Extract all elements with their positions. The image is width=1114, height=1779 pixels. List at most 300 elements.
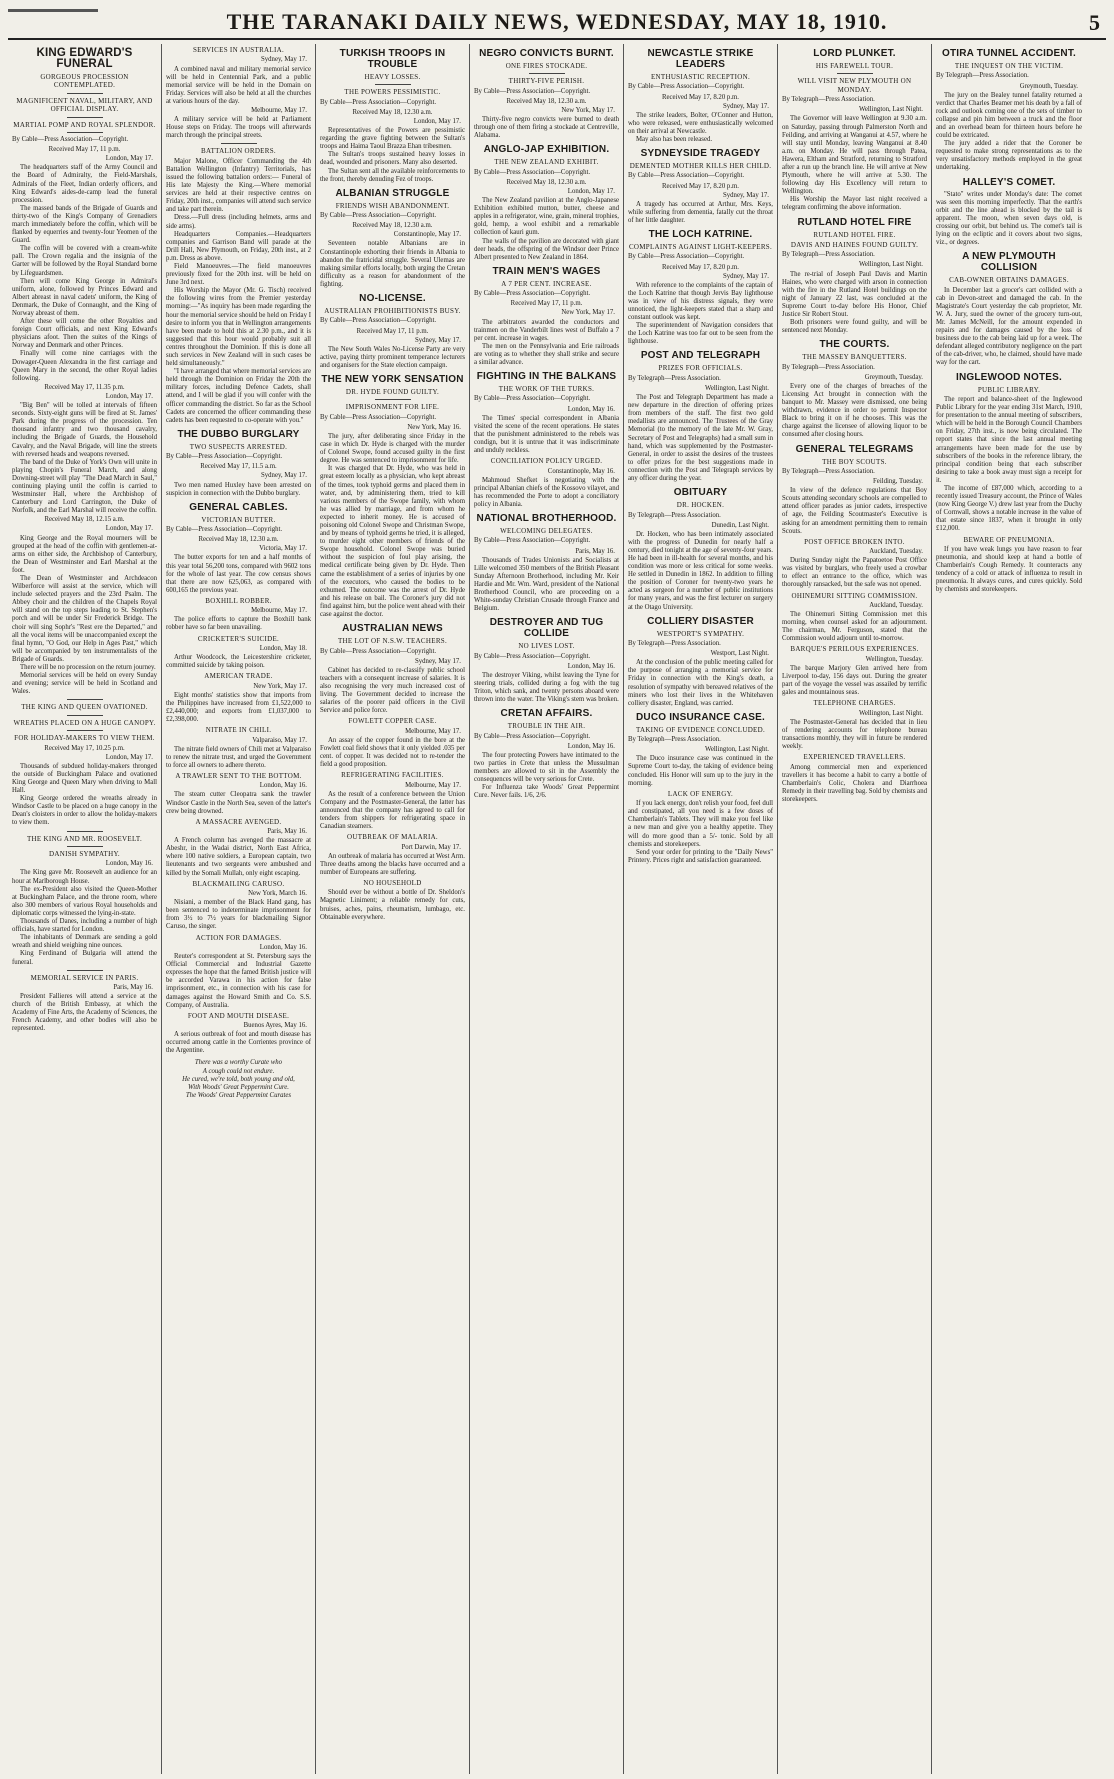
dateline: Melbourne, May 17.	[405, 781, 461, 789]
paragraph: Eight months' statistics show that imports from the Philippines have increased from £1,522,000 to £2,440,000; and exports from £1,037,000 to £2,398,000.	[166, 691, 311, 724]
subhead: A MASSACRE AVENGED.	[195, 817, 282, 826]
headline: OBITUARY	[673, 487, 728, 499]
dateline: New York, May 17.	[561, 107, 615, 114]
dateline: London, May 16.	[567, 405, 615, 413]
paragraph: The walls of the pavilion are decorated with giant deer heads, the offspring of the Windsor deer Prince Albert presented to New Zealand in 1864.	[474, 237, 619, 261]
dateline: Wellington, Last Night.	[704, 746, 769, 754]
ad-line: With Woods' Great Peppermint Cure.	[188, 1083, 289, 1091]
dateline: London, May 16.	[259, 943, 307, 951]
subhead: A 7 PER CENT. INCREASE.	[501, 279, 592, 288]
paragraph: Arthur Woodcock, the Leicestershire cricketer, committed suicide by taking poison.	[166, 654, 311, 670]
headline: AUSTRALIAN NEWS	[342, 623, 443, 635]
byline: By Telegraph—Press Association.	[628, 640, 721, 648]
paragraph: Among commercial men and experienced travellers it has become a habit to carry a bottle of Chamberlain's Colic, Cholera and Diarrhoea Remedy in their travelling bag. Sold by chemists and storekeepers.	[782, 763, 927, 803]
paragraph: Major Malone, Officer Commanding the 4th Battalion Wellington (Infantry) Territorials, has issued the following battalion orders:— Funeral of His late Majesty the King.—Where memorial services are held at their respective centres on Friday, 20th inst., companies will attend such service and take part therein.	[166, 157, 311, 214]
headline: HALLEY'S COMET.	[962, 176, 1056, 188]
headline: THE NEW YORK SENSATION	[321, 373, 464, 385]
divider	[375, 399, 411, 400]
subhead: DR. HOCKEN.	[676, 501, 725, 510]
divider	[67, 846, 103, 847]
subhead: TWO SUSPECTS ARRESTED.	[189, 442, 288, 451]
subhead: THIRTY-FIVE PERISH.	[508, 77, 585, 86]
subhead: AMERICAN TRADE.	[204, 672, 273, 681]
divider	[221, 143, 257, 144]
received-line: Received May 17, 8.20 p.m.	[661, 93, 740, 101]
headline: DESTROYER AND TUG COLLIDE	[489, 617, 604, 640]
dateline: London, May 18.	[259, 644, 307, 652]
headline: RUTLAND HOTEL FIRE	[797, 216, 912, 228]
subhead: CONCILIATION POLICY URGED.	[490, 457, 603, 466]
paragraph: An assay of the copper found in the bore at the Fowlett coal field shows that it only yielded .035 per cent. of copper. It was decided not to re-tender the field a good proposition.	[320, 736, 465, 769]
headline: TRAIN MEN'S WAGES	[492, 265, 601, 277]
paragraph: If you have weak lungs you have reason to fear pneumonia, and should keep at hand a bottle of Chamberlain's Cough Remedy. It counteracts any tendency of a cold or attack of influenza to result in pneumonia. It always cures, and cures quickly. Sold by chemists and storekeepers.	[936, 545, 1082, 594]
subhead: THE KING AND QUEEN OVATIONED.	[21, 703, 148, 712]
paragraph: With reference to the complaints of the captain of the Loch Katrine that though Jervis Bay lighthouse was in view of his distress signals, they were unnoticed, the light-keepers stated that a sharp and constant outlook was kept.	[628, 281, 773, 322]
dateline: Constantinople, May 17.	[393, 231, 461, 239]
subhead: WREATHS PLACED ON A HUGE CANOPY.	[13, 718, 156, 727]
subhead: FOOT AND MOUTH DISEASE.	[187, 1011, 290, 1020]
dateline: London, May 16.	[567, 742, 615, 750]
ad-line: A cough could not endure.	[202, 1067, 275, 1075]
headline: CRETAN AFFAIRS.	[500, 708, 593, 720]
dateline: London, May 16.	[259, 782, 307, 790]
received-line: Received May 17, 11 p.m.	[510, 300, 583, 308]
byline: By Telegraph—Press Association.	[782, 251, 875, 259]
paragraph: The headquarters staff of the Army Council and the Board of Admiralty, the Field-Marshals, Admirals of the Fleet, Indian orderly officers, and King Edward's aides-de-camp lead the funeral procession.	[12, 164, 157, 204]
paragraph: The Duco insurance case was continued in the Supreme Court to-day, the taking of evidence being concluded. His Honor will sum up to the jury in the morning.	[628, 755, 773, 787]
dateline: New York, May 17.	[253, 682, 307, 690]
subhead: HIS FAREWELL TOUR.	[815, 62, 894, 70]
headline: GENERAL CABLES.	[189, 501, 288, 513]
paragraph: For Influenza take Woods' Great Peppermint Cure. Never fails. 1/6, 2/6.	[474, 784, 619, 800]
subhead: DANISH SYMPATHY.	[49, 849, 120, 858]
dateline: Paris, May 16.	[575, 547, 615, 555]
subhead: DEMENTED MOTHER KILLS HER CHILD.	[629, 162, 772, 171]
dateline: Wellington, Last Night.	[858, 709, 923, 717]
headline: THE LOCH KATRINE.	[648, 229, 753, 241]
paragraph: The jury on the Bealey tunnel fatality returned a verdict that Charles Beamer met his death by a fall of rock and outlook coming one of the sets of timber to collapse and pin him between a truck and the floor and an overhead beam for thirteen hours before he could be extricated.	[936, 91, 1082, 140]
dateline: New York, March 16.	[248, 890, 307, 898]
paragraph: Memorial services will be held on every Sunday and evening; service will be held in Scotland and Wales.	[12, 672, 157, 696]
subhead: RUTLAND HOTEL FIRE.	[813, 230, 896, 239]
subhead: BOXHILL ROBBER.	[205, 596, 272, 605]
masthead-title: THE TARANAKI DAILY NEWS, WEDNESDAY, MAY 18, 1910.	[226, 9, 888, 34]
dateline: Melbourne, May 17.	[405, 727, 461, 735]
headline: DUCO INSURANCE CASE.	[635, 711, 765, 723]
dateline: London, May 16.	[105, 860, 153, 868]
paragraph: Representatives of the Powers are pessimistic regarding the grave fighting between the Sultan's troops and Haima Taoul Brazza Ehan tribesmen.	[320, 127, 465, 151]
paragraph: Nisiani, a member of the Black Hand gang, has been sentenced to indeterminate imprisonment for from 3½ to 7½ years for blackmailing Signor Caruso, the singer.	[166, 899, 311, 931]
byline: By Cable—Press Association—Copyright.	[474, 87, 591, 95]
column-4	[470, 44, 624, 1774]
byline: By Cable—Press Association—Copyright.	[474, 732, 591, 740]
byline: By Telegraph—Press Association.	[782, 363, 875, 371]
subhead: DAVIS AND HAINES FOUND GUILTY.	[790, 240, 919, 249]
paragraph: The destroyer Viking, whilst leaving the Tyne for steering trials, collided during a fog with the tug Triton, which sank, and twenty persons aboard were thrown into the water. The Viking's stem was broken.	[474, 671, 619, 704]
paragraph: The jury, after deliberating since Friday in the case in which Dr. Hyde is charged with the murder of Colonel Swope, found accused guilty in the first degree. He was sentenced to imprisonment for life.	[320, 432, 465, 465]
column-3	[316, 44, 470, 1774]
columns	[8, 44, 1106, 1774]
dateline: Sydney, May 17.	[414, 657, 461, 665]
paragraph: Cabinet has decided to re-classify public school teachers with a consequent increase of salaries. It is also recognising the very much increased cost of living. The Government decided to increase the salaries of the poorer paid officers in the Civil Service and police force.	[320, 666, 465, 715]
subhead: WELCOMING DELEGATES.	[500, 527, 593, 535]
column-5	[624, 44, 778, 1774]
subhead: GORGEOUS PROCESSION CONTEMPLATED.	[40, 73, 129, 90]
subhead: OUTBREAK OF MALARIA.	[347, 833, 438, 842]
dateline: Paris, May 16.	[267, 828, 307, 836]
headline: ANGLO-JAP EXHIBITION.	[483, 144, 610, 156]
subhead: REFRIGERATING FACILITIES.	[341, 771, 444, 780]
subhead: BATTALION ORDERS.	[201, 147, 276, 156]
subhead: NO LIVES LOST.	[518, 642, 575, 651]
dateline: Sydney, May 17.	[722, 272, 769, 280]
byline: By Cable—Press Association—Copyright.	[628, 253, 745, 261]
dateline: Sydney, May 17.	[414, 336, 461, 344]
received-line: Received May 18, 12.30 a.m.	[352, 108, 433, 116]
divider	[529, 73, 565, 74]
paragraph: The strike leaders, Bolter, O'Conner and Hutton, who were released, were enthusiastically welcomed on their arrival at Newcastle.	[628, 111, 773, 135]
paragraph: The police efforts to capture the Boxhill bank robber have so far been unavailing.	[166, 616, 311, 632]
subhead: EXPERIENCED TRAVELLERS.	[803, 753, 906, 762]
paragraph: A tragedy has occurred at Arthur, Mrs. Keys, while suffering from dementia, fatally cut the throat of her little daughter.	[628, 200, 773, 224]
paragraph: President Fallieres will attend a service at the church of the British Embassy, at which the Academy of Fine Arts, the Academy of Sciences, the French Academy, and other bodies will also be represented.	[12, 993, 157, 1033]
paragraph: The arbitrators awarded the conductors and trainmen on the Vanderbilt lines west of Buffalo a 7 per cent. increase in wages.	[474, 318, 619, 342]
headline: NATIONAL BROTHERHOOD.	[476, 513, 617, 524]
headline: GENERAL TELEGRAMS	[795, 443, 914, 455]
dateline: Sydney, May 17.	[260, 56, 307, 64]
subhead: THE BOY SCOUTS.	[822, 457, 887, 466]
dateline: Feilding, Tuesday.	[873, 478, 923, 486]
headline: SYDNEYSIDE TRAGEDY	[640, 148, 761, 160]
ad-line: He cured, we're told, both young and old,	[182, 1075, 295, 1083]
headline: THE COURTS.	[819, 339, 890, 351]
paragraph: The butter exports for ten and a half months of this year total 56,200 tons, compared with 9602 tons for the whole of last year. The cow census shows that there are now 625,063, as compared with 600,165 the previous year.	[166, 554, 311, 594]
headline: NEGRO CONVICTS BURNT.	[479, 48, 614, 59]
received-line: Received May 17, 11 p.m.	[48, 146, 121, 154]
subhead: MARTIAL POMP AND ROYAL SPLENDOR.	[13, 120, 156, 129]
dateline: Greymouth, Tuesday.	[1019, 82, 1078, 90]
subhead: FOWLETT COPPER CASE.	[348, 717, 437, 726]
dateline: Buenos Ayres, May 16.	[243, 1022, 307, 1030]
subhead: BEWARE OF PNEUMONIA.	[963, 535, 1055, 544]
received-line: Received May 18, 12.15 a.m.	[44, 516, 125, 524]
paragraph: The Governor will leave Wellington at 9.30 a.m. on Saturday, passing through Palmerston North and Feilding, and arriving at Wanganui at 4.57, where he will stay until Monday, leaving Wanganui at 8.40 a.m. on Monday. He will pass through Patea, Hawera, Eltham and Stratford, returning to Stratford after a run up the branch line. He will arrive at New Plymouth, where he will arrive at 5.30. The following day His Excellency will return to Wellington.	[782, 115, 927, 196]
paragraph: The superintendent of Navigation considers that the Loch Katrine was too far out to be seen from the lighthouse.	[628, 322, 773, 346]
paragraph: Both prisoners were found guilty, and will be sentenced next Monday.	[782, 319, 927, 335]
subhead: AUSTRALIAN PROHIBITIONISTS BUSY.	[324, 307, 461, 315]
subhead: TROUBLE IN THE AIR.	[507, 722, 586, 731]
paragraph: King George ordered the wreaths already in Windsor Castle to be placed on a huge canopy in the Dean's cloisters in order to allow the holiday-makers to view them.	[12, 795, 157, 827]
paragraph: The Sultan's troops sustained heavy losses in dead, wounded and prisoners. Many also deserted.	[320, 151, 465, 167]
paragraph: The Post and Telegraph Department has made a new departure in the direction of offering prizes from members of the staff. The first two gold medallists are announced. The Trustees of the Gray Memorial (to the memory of the late Mr. W. Gray, Secretary of Post and Telegraphs) had a small sum in hand, which was supplemented by the Postmaster-General, in order to assist the desires of the trustees to offer prizes for the best suggestions made in connection with the Post and Telegraph services by any officer during the year.	[628, 394, 773, 482]
subhead: DR. HYDE FOUND GUILTY.	[345, 387, 440, 396]
dateline: Melbourne, May 17.	[251, 106, 307, 114]
headline: FIGHTING IN THE BALKANS	[476, 371, 617, 383]
subhead: FRIENDS WISH ABANDONMENT.	[335, 201, 450, 210]
byline: By Cable—Press Association—Copyright.	[628, 172, 745, 180]
dateline: Wellington, Tuesday.	[865, 655, 923, 663]
received-line: Received May 18, 12.30 a.m.	[198, 536, 279, 544]
received-line: Received May 18, 12.30 a.m.	[506, 178, 587, 186]
byline: By Cable—Press Association—Copyright.	[474, 652, 591, 660]
byline: By Cable—Press Association—Copyright.	[474, 395, 591, 403]
paragraph: A serious outbreak of foot and mouth disease has occurred among cattle in the Corrientes province of the Argentine.	[166, 1031, 311, 1055]
dateline: Auckland, Tuesday.	[869, 601, 923, 609]
paragraph: The jury added a rider that the Coroner be requested to make strong representations as to the very unsatisfactory methods employed in the great undertaking.	[936, 140, 1082, 172]
paragraph: Then will come King George in Admiral's uniform, alone, followed by Princes Edward and Albert abreast in naval cadets' uniform, the King of Denmark, the Duke of Connaught, and the King of Norway abreast of them.	[12, 277, 157, 317]
subhead: LACK OF ENERGY.	[667, 789, 734, 798]
divider	[67, 831, 103, 832]
paragraph: The income of £87,000 which, according to a recently issued Treasury account, the Prince of Wales (now King George V.) drew last year from the Duchy of Cornwall, shows a notable increase in the value of that estate since 1837, when it brought in only £12,000.	[936, 484, 1082, 533]
subhead: FOR HOLIDAY-MAKERS TO VIEW THEM.	[14, 734, 155, 743]
subhead: THE KING AND MR. ROOSEVELT.	[26, 834, 143, 843]
subhead: CAB-OWNER OBTAINS DAMAGES.	[949, 276, 1069, 285]
column-6	[778, 44, 932, 1774]
headline: LORD PLUNKET.	[813, 48, 896, 59]
paragraph: King George and the Royal mourners will be grouped at the head of the coffin with gentlemen-at-arms on either side, the Archbishop of Canterbury, the Dean of Westminster and Earl Marshal at the foot.	[12, 534, 157, 574]
column-1	[8, 44, 162, 1774]
paragraph: The New South Wales No-License Party are very active, paying thirty prominent temperance lecturers and organisers for the State election campaign.	[320, 345, 465, 369]
advertisement	[166, 1059, 311, 1099]
paragraph: Reuter's correspondent at St. Petersburg says the Official Commercial and Industrial Gazette expresses the hope that the famed British justice will be accorded Varawa in his action for false imprisonment, etc., in connection with his case for damages against the Howard Smith and Co. S.S. Company, of Australia.	[166, 953, 311, 1009]
subhead: COMPLAINTS AGAINST LIGHT-KEEPERS.	[628, 243, 773, 252]
dateline: New York, May 17.	[561, 309, 615, 317]
subhead: OHINEMURI SITTING COMMISSION.	[791, 591, 918, 600]
subhead: NO HOUSEHOLD	[363, 878, 422, 887]
subhead: THE POWERS PESSIMISTIC.	[344, 88, 441, 97]
dateline: London, May 17.	[105, 392, 153, 400]
subhead: WESTPORT'S SYMPATHY.	[656, 629, 745, 638]
dateline: Wellington, Last Night.	[858, 106, 923, 114]
byline: By Cable—Press Association—Copyright.	[474, 168, 591, 176]
paragraph: An outbreak of malaria has occurred at West Arm. Three deaths among the blacks have occurred and a number of Europeans are suffering.	[320, 852, 465, 876]
subhead: SERVICES IN AUSTRALIA.	[192, 46, 285, 54]
paragraph: Seventeen notable Albanians are in Constantinople exhorting their friends in Albania to abandon the fratricidal struggle. Several Ulemas are making similar efforts locally, both urging the Cretan difficulty as a reason for abandonment of the fighting.	[320, 240, 465, 288]
byline: By Cable—Press Association—Copyright.	[320, 647, 437, 655]
byline: By Cable—Press Association—Copyright.	[474, 537, 591, 545]
paragraph: A French column has avenged the massacre at Abeshr, in the Wadai district, North East Africa, where 100 native soldiers, a European captain, two lieutenants and two sergeants were ambushed and killed by the Somali Mullah, only eight escaping.	[166, 837, 311, 877]
subhead: ACTION FOR DAMAGES.	[195, 933, 282, 942]
subhead: NITRATE IN CHILI.	[205, 726, 272, 735]
paragraph: The King gave Mr. Roosevelt an audience for an hour at Marlborough House.	[12, 869, 157, 885]
divider	[837, 73, 873, 74]
paragraph: The men on the Pennsylvania and Erie railroads are voting as to whether they shall strike and secure a similar advance.	[474, 342, 619, 366]
headline: INGLEWOOD NOTES.	[956, 371, 1062, 383]
dateline: Greymouth, Tuesday.	[864, 373, 923, 381]
subhead: WILL VISIT NEW PLYMOUTH ON MONDAY.	[797, 77, 912, 94]
paragraph: The report and balance-sheet of the Inglewood Public Library for the year ending 31st March, 1910, for presentation to the annual meeting of subscribers, which will be held in the Borough Council Chambers on Friday, 27th inst., is now being circulated. The report states that since the last annual meeting arrangements have been made for the use by subscribers of the books in the reference library, the principal condition being that each subscriber desiring to take a book away must sign a receipt for it.	[936, 395, 1082, 484]
subhead: A TRAWLER SENT TO THE BOTTOM.	[175, 771, 302, 780]
subhead: THE LOT OF N.S.W. TEACHERS.	[337, 637, 448, 646]
dateline: Valparaiso, May 17.	[252, 736, 307, 744]
byline: By Cable—Press Association—Copyright.	[12, 136, 129, 144]
paragraph: Every one of the charges of breaches of the Licensing Act brought in connection with the banquet to Mr. Massey were dismissed, one being withdrawn, evidence in order to permit Inspector Black to bring it on if he chooses. This was the charge against the licensee of allowing liquor to be consumed after closing hours.	[782, 382, 927, 439]
paragraph: The re-trial of Joseph Paul Davis and Martin Haines, who were charged with arson in connection with the fire in the Rutland Hotel buildings on the night of January 22 last, was concluded at the Supreme Court to-day before His Honor, Chief Justice Sir Robert Stout.	[782, 270, 927, 318]
masthead	[8, 6, 1106, 40]
headline: NO-LICENSE.	[359, 293, 426, 304]
headline: COLLIERY DISASTER	[647, 615, 754, 627]
paragraph: The Sultan sent all the available reinforcements to the front, thereby denuding Fez of troops.	[320, 167, 465, 183]
paragraph: During Sunday night the Papatoetoe Post Office was visited by burglars, who freely used a crowbar to effect an entrance to the office, which was thoroughly ransacked, but the safe was not opened.	[782, 557, 927, 589]
byline: By Cable—Press Association—Copyright.	[628, 83, 745, 91]
byline: By Telegraph—Press Association.	[628, 374, 721, 382]
paragraph: Dr. Hocken, who has been intimately associated with the progress of Dunedin for nearly half a century, died tonight at the age of seventy-four years. He had been in ill-health for several months, and his condition was more or less critical for some weeks. He settled in Dunedin in 1862. In addition to filling the position of Coroner for twenty-two years he acted as surgeon for a number of public institutions for many years, and was the first lecturer on surgery at the Otago University.	[628, 530, 773, 611]
headline: POST AND TELEGRAPH	[640, 350, 761, 362]
paragraph: Field Manoeuvres.—The field manoeuvres previously fixed for the 20th inst. will be held on June 3rd next.	[166, 262, 311, 287]
paragraph: His Worship the Mayor last night received a telegram confirming the above information.	[782, 196, 927, 212]
paragraph: The coffin will be covered with a cream-white pall. The Crown regalia and the insignia of the Garter will be followed by the Royal Standard borne by Lifeguardsmen.	[12, 245, 157, 277]
paragraph: The inhabitants of Denmark are sending a gold wreath and shield weighing nine ounces.	[12, 934, 157, 950]
headline: KING EDWARD'S FUNERAL	[36, 47, 133, 70]
dateline: London, May 17.	[567, 187, 615, 195]
subhead: ONE FIRES STOCKADE.	[505, 62, 588, 70]
subhead: BARQUE'S PERILOUS EXPERIENCES.	[790, 645, 919, 654]
dateline: New York, May 16.	[407, 423, 461, 431]
divider	[67, 132, 103, 133]
paragraph: "Big Ben" will be tolled at intervals of fifteen seconds. Sixty-eight guns will be fired at St. James' Park during the progress of the procession. Ten thousand infantry and two thousand cavalry, including the Brigade of Guards, the Household Cavalry, and the Naval Brigade, will line the streets with reversed heads and weapons reversed.	[12, 402, 157, 458]
dateline: Sydney, May 17.	[722, 102, 769, 110]
byline: By Telegraph—Press Association.	[936, 72, 1029, 80]
subhead: THE WORK OF THE TURKS.	[498, 385, 595, 394]
paragraph: King Ferdinand of Bulgaria will attend the funeral.	[12, 950, 157, 966]
divider	[67, 93, 103, 94]
paragraph: Mahmoud Shefket is negotiating with the principal Albanian chiefs of the Kossovo vilayet, and has recommended the Porte to adopt a conciliatory policy in Albania.	[474, 476, 619, 508]
byline: By Cable—Press Association—Copyright.	[320, 212, 437, 220]
byline: By Cable—Press Association—Copyright.	[166, 526, 283, 534]
paragraph: The Dean of Westminster and Archdeacon Wilberforce will assist at the service, which will include selected prayers and the 23rd Psalm. The Abbey choir and the children of the Chapels Royal will stand on the top steps leading to St. Stephen's porch and will be under Sir Frederick Bridge. The choir will sing Sophr's "Rest ere the Departed," and all the vocal items will be unaccompanied except the final hymn, "O God, our Help in Ages Past," which will be accompanied by ten instrumentalists of the Brigade of Guards.	[12, 575, 157, 663]
paragraph: Two men named Huxley have been arrested on suspicion in connection with the Dubbo burglary.	[166, 481, 311, 497]
dateline: Auckland, Tuesday.	[869, 548, 923, 556]
divider	[67, 730, 103, 731]
headline: A NEW PLYMOUTH COLLISION	[962, 251, 1056, 274]
paragraph: Thirty-five negro convicts were burned to death through one of them firing a stockade at Centreville, Alabama.	[474, 116, 619, 140]
paragraph: "Stato" writes under Monday's date: The comet was seen this morning imperfectly. That the earth's orbit and the line ahead is blocked by the tail is apparent. The moon, when seven days old, is crossing our orbit, but behind us. The comet's tail is lying on the ecliptic and it covers about two signs, viz., or degrees.	[936, 190, 1082, 247]
paragraph: Finally will come nine carriages with the Dowager-Queen Alexandra in the first carriage and Queen Mary in the second, the other Royal ladies following.	[12, 350, 157, 382]
paragraph: The band of the Duke of York's Own will unite in playing Chopin's Funeral March, and along Downing-street will play "The Dead March in Saul," continuing playing until the coffin is carried to Westminster Hall, where the Archbishop of Canterbury and Lord Carrington, the Duke of Norfolk, and the Earl Marshal will receive the coffin.	[12, 458, 157, 515]
paragraph: The barque Marjory Glen arrived here from Liverpool to-day, 156 days out. During the greater part of the voyage the vessel was assailed by terrific gales and mountainous seas.	[782, 664, 927, 697]
received-line: Received May 17, 8.20 p.m.	[661, 182, 740, 190]
paragraph: A combined naval and military memorial service will be held in Centennial Park, and a public memorial service will be held in the Domain on Friday. Services will also be held at all the churches at various hours of the day.	[166, 65, 311, 105]
paragraph: Thousands of subdued holiday-makers thronged the outside of Buckingham Palace and ovationed King George and Queen Mary when driving to Mall Hall.	[12, 762, 157, 795]
paragraph: The nitrate field owners of Chili met at Valparaiso to renew the nitrate trust, and urged the Government to force all owners to adhere thereto.	[166, 745, 311, 769]
dateline: Sydney, May 17.	[260, 472, 307, 480]
divider	[67, 699, 103, 700]
byline: By Cable—Press Association—Copyright.	[474, 290, 591, 298]
paragraph: May also has been released.	[636, 135, 713, 143]
dateline: London, May 17.	[105, 525, 153, 533]
dateline: Paris, May 16.	[113, 984, 153, 991]
byline: By Telegraph—Press Association.	[782, 96, 875, 104]
page-number: 5	[1089, 10, 1100, 35]
paragraph: Send your order for printing to the "Daily News" Printery. Prices right and satisfaction guaranteed.	[628, 848, 773, 864]
headline: THE DUBBO BURGLARY	[177, 428, 300, 440]
paragraph: The Postmaster-General has decided that in lieu of rendering accounts for telephone bureau transactions monthly, they will in future be rendered weekly.	[782, 718, 927, 751]
subhead: THE MASSEY BANQUETTERS.	[802, 353, 907, 362]
headline: NEWCASTLE STRIKE LEADERS	[647, 48, 754, 70]
masthead-rule	[8, 9, 98, 12]
received-line: Received May 17, 11.5 a.m.	[200, 463, 277, 471]
byline: By Telegraph—Press Association.	[628, 736, 721, 744]
subhead: THE INQUEST ON THE VICTIM.	[954, 62, 1064, 70]
subhead: MAGNIFICENT NAVAL, MILITARY, AND OFFICIAL DISPLAY.	[16, 96, 153, 114]
paragraph: In December last a grocer's cart collided with a cab in Devon-street and damaged the cab. In the Magistrate's Court yesterday the cab proprietor, Mr. W. A. Jury, sued the owner of the grocery turn-out, Mr. James McNeill, for the amount expended in repairs and for damages caused by the loss of business due to the cab being laid up for a week. The defendant alleged contributory negligence on the part of the cab-driver, who, he claimed, should have made way for the cart.	[936, 286, 1082, 367]
divider	[67, 715, 103, 716]
received-line: Received May 18, 12.30 a.m.	[506, 97, 587, 105]
paragraph: After these will come the other Royalties and foreign Court officials, and next King Edward's physicians afoot. Then the suites of the Kings of Norway and Denmark and other Princes.	[12, 318, 157, 350]
subhead: VICTORIAN BUTTER.	[201, 515, 276, 524]
paragraph: In view of the defence regulations that Boy Scouts attending secondary schools are compelled to attend officer parades as junior cadets, irrespective of age, the Feilding Scoutmaster's Executive is asking for an amendment permitting them to remain Scouts.	[782, 487, 927, 535]
dateline: London, May 17.	[105, 155, 153, 163]
paragraph: The four protecting Powers have intimated to the two parties in Crete that unless the Mussulman members are allowed to sit in the Assembly the consequences will be very serious for Crete.	[474, 751, 619, 784]
dateline: London, May 16.	[567, 662, 615, 670]
byline: By Telegraph—Press Association.	[782, 467, 875, 475]
headline: ALBANIAN STRUGGLE	[335, 187, 450, 199]
byline: By Cable—Press Association—Copyright.	[320, 413, 437, 421]
received-line: Received May 17, 10.25 p.m.	[44, 744, 125, 752]
subhead: PRIZES FOR OFFICIALS.	[658, 364, 743, 373]
subhead: PUBLIC LIBRARY.	[977, 385, 1041, 394]
ad-line: There was a worthy Curate who	[194, 1059, 283, 1067]
paragraph: Thousands of Trades Unionists and Socialists at Lille welcomed 350 members of the British Pleasant Sunday Afternoon Brotherhood, including Mr. Keir Hardie and Mr. Wm. Ward, president of the National Brotherhood Council, who are proceeding on a White-sunday Christian Crusade through France and Belgium.	[474, 556, 619, 613]
dateline: Port Darwin, May 17.	[401, 843, 461, 851]
subhead: TAKING OF EVIDENCE CONCLUDED.	[635, 725, 766, 734]
paragraph: The massed bands of the Brigade of Guards and thirty-two of the King's Company of Grenadiers march immediately before the coffin, which will be flanked by equerries and twenty-four Yeomen of the Guard.	[12, 204, 157, 245]
column-7	[932, 44, 1086, 1774]
dateline: Sydney, May 17.	[722, 191, 769, 199]
subhead: THE NEW ZEALAND EXHIBIT.	[494, 158, 599, 167]
divider	[67, 970, 103, 971]
paragraph: If you lack energy, don't relish your food, feel dull and constipated, all you need is a few doses of Chamberlain's Tablets. They will make you feel like a new man and give you a healthy appetite. They will do more good than a 5/- tonic. Sold by all chemists and storekeepers.	[628, 800, 773, 848]
subhead: MEMORIAL SERVICE IN PARIS.	[30, 973, 139, 982]
dateline: Dunedin, Last Night.	[711, 521, 769, 529]
column-2	[162, 44, 316, 1774]
headline: TURKISH TROOPS IN TROUBLE	[339, 48, 446, 70]
received-line: Received May 17, 8.20 p.m.	[661, 263, 740, 271]
byline: By Cable—Press Association—Copyright.	[166, 453, 283, 461]
received-line: Received May 18, 12.30 a.m.	[352, 222, 433, 230]
paragraph: The New Zealand pavilion at the Anglo-Japanese Exhibition exhibited mutton, butter, cheese and apples in a refrigerator, wine, grain, mineral trophies, gold, hemp, a wool exhibit and a remarkable collection of kauri gum.	[474, 197, 619, 237]
paragraph: "I have arranged that where memorial services are held through the Dominion on Friday the 20th the military forces, including Defence Cadets, shall attend, and I will be glad if you will confer with the officer commanding the district. So far as the School Cadets are concerned the officer commanding these cadets has been requested to co-operate with you."	[166, 368, 311, 424]
byline: By Telegraph—Press Association.	[628, 511, 721, 519]
paragraph: A military service will be held at Parliament House steps on Friday. The troops will afterwards march through the principal streets.	[166, 116, 311, 140]
subhead: BLACKMAILING CARUSO.	[192, 879, 285, 888]
paragraph: The ex-President also visited the Queen-Mother at Buckingham Palace, and the throne room, where also 300 members of various Royal households and diplomatic corps witnessed the lying-in-state.	[12, 885, 157, 917]
subhead: CRICKETER'S SUICIDE.	[197, 634, 280, 643]
headline: OTIRA TUNNEL ACCIDENT.	[941, 48, 1077, 59]
paragraph: It was charged that Dr. Hyde, who was held in great esteem locally as a physician, who kept abreast of the times, took typhoid germs and placed them in water, and, by administering them, tried to kill various members of the Swope family, with whom he was allied by marriage, and from whom he expected to inherit money. He is accused of poisoning old Colonel Swope and Christman Swope, and by means of typhoid germs he tried, it is alleged, to murder eight other members of friends of the Swope household. Colonel Swope was buried without the suspicion of foul play arising, the medical certificate being given by Dr. Hyde. Then came the establishment of a series of injuries by one of the executors, who caused the bodies to be exhumed. The outcome was the arrest of Dr. Hyde and his release on bail. The Coroner's jury did not find against him, but the police went ahead with their case against the doctor.	[320, 465, 465, 619]
paragraph: Thousands of Danes, including a number of high officials, have started for London.	[12, 918, 157, 934]
byline: By Cable—Press Association—Copyright.	[320, 317, 437, 325]
divider	[375, 84, 411, 85]
dateline: Westport, Last Night.	[710, 650, 769, 658]
subhead: POST OFFICE BROKEN INTO.	[804, 537, 905, 546]
paragraph: The steam cutter Cleopatra sank the trawler Windsor Castle in the North Sea, seven of the latter's crew being drowned.	[166, 791, 311, 815]
dateline: London, May 17.	[413, 118, 461, 125]
dateline: Victoria, May 17.	[259, 545, 307, 553]
paragraph: At the conclusion of the public meeting called for the purpose of arranging a memorial service for Friday in connection with the King's death, a resolution of sympathy with bereaved relatives of the miners who lost their lives in the Whitehaven colliery disaster, England, was carried.	[628, 659, 773, 707]
byline: By Cable—Press Association—Copyright.	[320, 98, 437, 106]
paragraph: The Times' special correspondent in Albania visited the scene of the recent operations. He states that the punishment administered to the rebels was condign, but it is untrue that it was indiscriminate and unduly reckless.	[474, 414, 619, 455]
paragraph: The Ohinemuri Sitting Commission met this morning, when counsel asked for an adjournment. The chairman, Mr. Ferguson, stated that the Commission would adjourn until to-morrow.	[782, 611, 927, 643]
dateline: Melbourne, May 17.	[251, 607, 307, 615]
dateline: Wellington, Last Night.	[858, 261, 923, 269]
subhead: ENTHUSIASTIC RECEPTION.	[650, 73, 751, 81]
dateline: Constantinople, May 16.	[547, 467, 615, 475]
divider	[67, 117, 103, 118]
dateline: Wellington, Last Night.	[704, 384, 769, 392]
received-line: Received May 17, 11.35 p.m.	[44, 383, 125, 391]
paragraph: Headquarters Companies.—Headquarters companies and Garrison Band will parade at the Drill Hall, New Plymouth, on Friday, 20th inst., at 2 p.m. Dress as above.	[166, 230, 311, 262]
